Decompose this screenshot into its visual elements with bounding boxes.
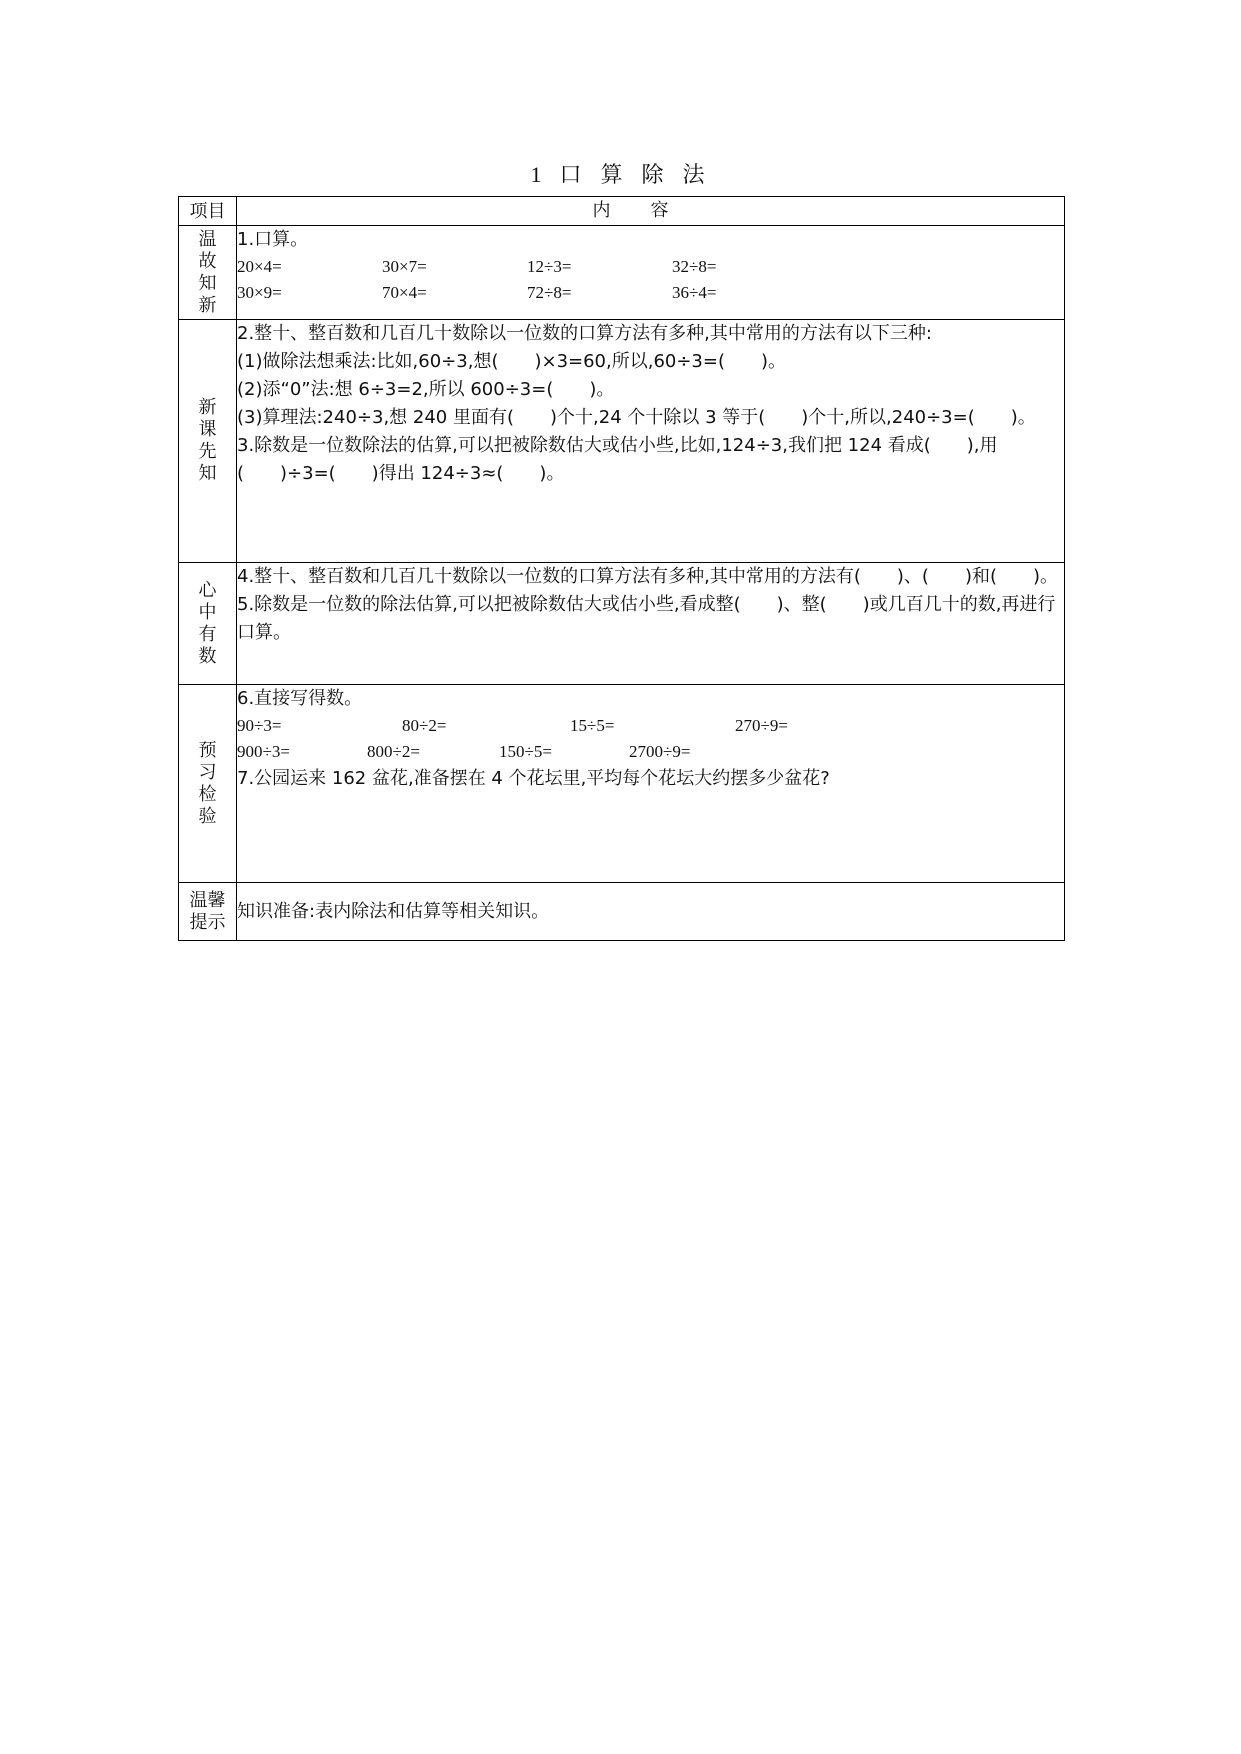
calc-row: [237, 739, 1064, 765]
question-2: 2.整十、整百数和几百几十数除以一位数的口算方法有多种,其中常用的方法有以下三种:: [237, 323, 932, 344]
section-check: [179, 685, 1065, 883]
title-text: 口 算 除 法: [559, 163, 711, 188]
section-content: [237, 226, 1065, 320]
section-content: [237, 563, 1065, 685]
section-summary: [179, 563, 1065, 685]
section-label: 预习检验: [179, 685, 237, 883]
title-number: 1: [530, 162, 542, 187]
table-header-row: [179, 197, 1065, 226]
question-7: 7.公园运来 162 盆花,准备摆在 4 个花坛里,平均每个花坛大约摆多少盆花?: [237, 768, 830, 789]
method-2: (2)添“0”法:想 6÷3=2,所以 600÷3=( )。: [237, 379, 615, 400]
lesson-table: [178, 196, 1065, 941]
question-1: 1.口算。: [237, 229, 309, 250]
calc-item: 80÷2=: [402, 716, 447, 735]
calc-item: 12÷3=: [527, 257, 572, 276]
section-preview: [179, 320, 1065, 563]
calc-item: 800÷2=: [367, 742, 420, 761]
method-1: (1)做除法想乘法:比如,60÷3,想( )×3=60,所以,60÷3=( )。: [237, 351, 787, 372]
calc-row: [237, 713, 1064, 739]
section-content: [237, 320, 1065, 563]
calc-row: [237, 280, 1064, 306]
tip-text: 知识准备:表内除法和估算等相关知识。: [237, 883, 1065, 941]
question-5: 5.除数是一位数的除法估算,可以把被除数估大或估小些,看成整( )、整( )或几百几十的数,再进行口算。: [237, 594, 1056, 643]
question-4: 4.整十、整百数和几百几十数除以一位数的口算方法有多种,其中常用的方法有( )、( )和( )。: [237, 566, 1059, 587]
calc-item: 900÷3=: [237, 742, 290, 761]
question-3: 3.除数是一位数除法的估算,可以把被除数估大或估小些,比如,124÷3,我们把 124 看成( ),用( )÷3=( )得出 124÷3≈( )。: [237, 435, 998, 484]
section-label: 温故知新: [179, 226, 237, 320]
header-content: 内容: [237, 197, 1065, 226]
question-6: 6.直接写得数。: [237, 688, 363, 709]
calc-item: 32÷8=: [672, 257, 717, 276]
calc-row: [237, 254, 1064, 280]
calc-item: 36÷4=: [672, 283, 717, 302]
header-item: 项目: [179, 197, 237, 226]
page-title: [0, 158, 1241, 189]
section-review: [179, 226, 1065, 320]
calc-item: 30×9=: [237, 283, 282, 302]
section-label: 温馨提示: [179, 883, 237, 941]
calc-item: 70×4=: [382, 283, 427, 302]
method-3: (3)算理法:240÷3,想 240 里面有( )个十,24 个十除以 3 等于( )个十,所以,240÷3=( )。: [237, 407, 1036, 428]
calc-item: 72÷8=: [527, 283, 572, 302]
section-label: 心中有数: [179, 563, 237, 685]
calc-item: 30×7=: [382, 257, 427, 276]
calc-item: 20×4=: [237, 257, 282, 276]
calc-item: 15÷5=: [570, 716, 615, 735]
section-tip: [179, 883, 1065, 941]
calc-item: 2700÷9=: [629, 742, 691, 761]
section-content: [237, 685, 1065, 883]
calc-item: 270÷9=: [735, 716, 788, 735]
calc-item: 90÷3=: [237, 716, 282, 735]
calc-item: 150÷5=: [499, 742, 552, 761]
section-label: 新课先知: [179, 320, 237, 563]
